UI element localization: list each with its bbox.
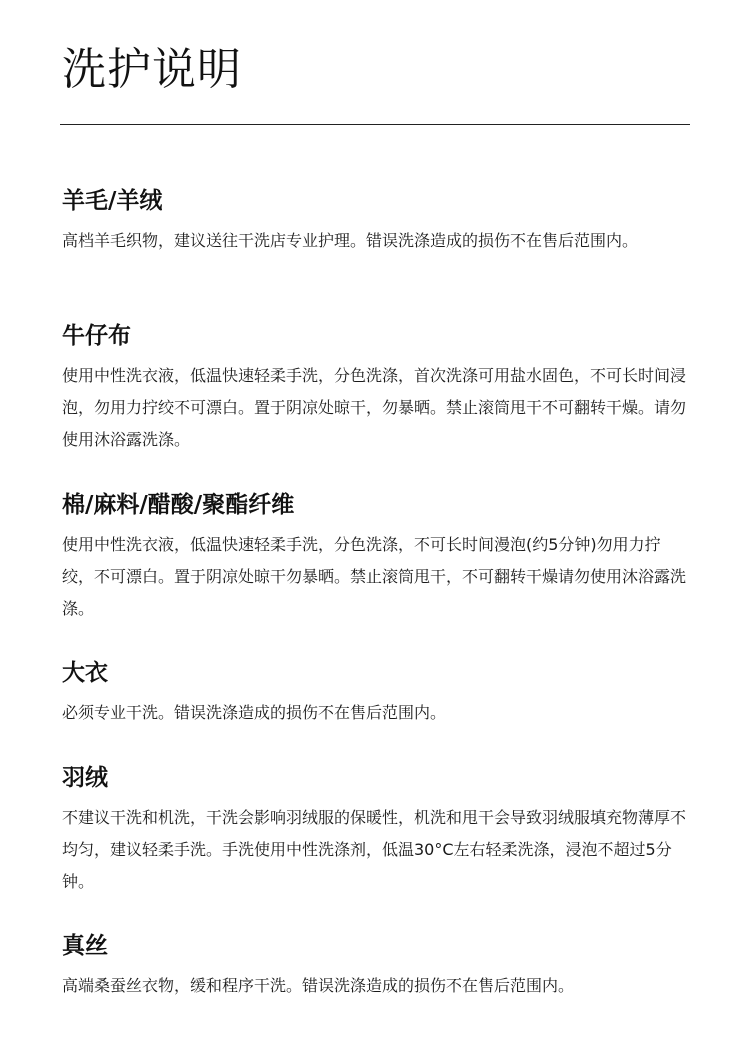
section-body: 高档羊毛织物，建议送往干洗店专业护理。错误洗涤造成的损伤不在售后范围内。 xyxy=(62,231,639,250)
care-section-denim xyxy=(62,320,690,456)
section-heading: 棉/麻料/醋酸/聚酯纤维 xyxy=(62,492,295,518)
section-body: 使用中性洗衣液，低温快速轻柔手洗，分色洗涤，首次洗涤可用盐水固色，不可长时间浸泡，勿用力拧绞不可漂白。置于阴凉处晾干，勿暴晒。禁止滚筒甩干不可翻转干燥。请勿使用沐浴露洗涤。 xyxy=(62,366,687,449)
section-heading: 羽绒 xyxy=(62,765,108,791)
care-section-cotton-linen xyxy=(62,489,690,625)
title-divider xyxy=(60,124,690,125)
care-section-wool xyxy=(62,185,690,257)
section-body: 使用中性洗衣液，低温快速轻柔手洗，分色洗涤，不可长时间漫泡(约5分钟)勿用力拧绞，不可漂白。置于阴凉处晾干勿暴晒。禁止滚筒甩干，不可翻转干燥请勿使用沐浴露洗涤。 xyxy=(62,535,687,618)
section-heading: 羊毛/羊绒 xyxy=(62,188,163,214)
section-body: 不建议干洗和机洗，干洗会影响羽绒服的保暖性，机洗和甩干会导致羽绒服填充物薄厚不均匀，建议轻柔手洗。手洗使用中性洗涤剂，低温30°C左右轻柔洗涤，浸泡不超过5分钟。 xyxy=(62,808,687,891)
care-section-coat xyxy=(62,657,690,729)
page-title: 洗护说明 xyxy=(62,44,242,95)
section-heading: 真丝 xyxy=(62,933,108,959)
section-body: 高端桑蚕丝衣物，缓和程序干洗。错误洗涤造成的损伤不在售后范围内。 xyxy=(62,976,575,995)
section-heading: 牛仔布 xyxy=(62,323,131,349)
care-section-silk xyxy=(62,930,690,1002)
care-section-down xyxy=(62,762,690,898)
section-heading: 大衣 xyxy=(62,660,108,686)
section-body: 必须专业干洗。错误洗涤造成的损伤不在售后范围内。 xyxy=(62,703,447,722)
